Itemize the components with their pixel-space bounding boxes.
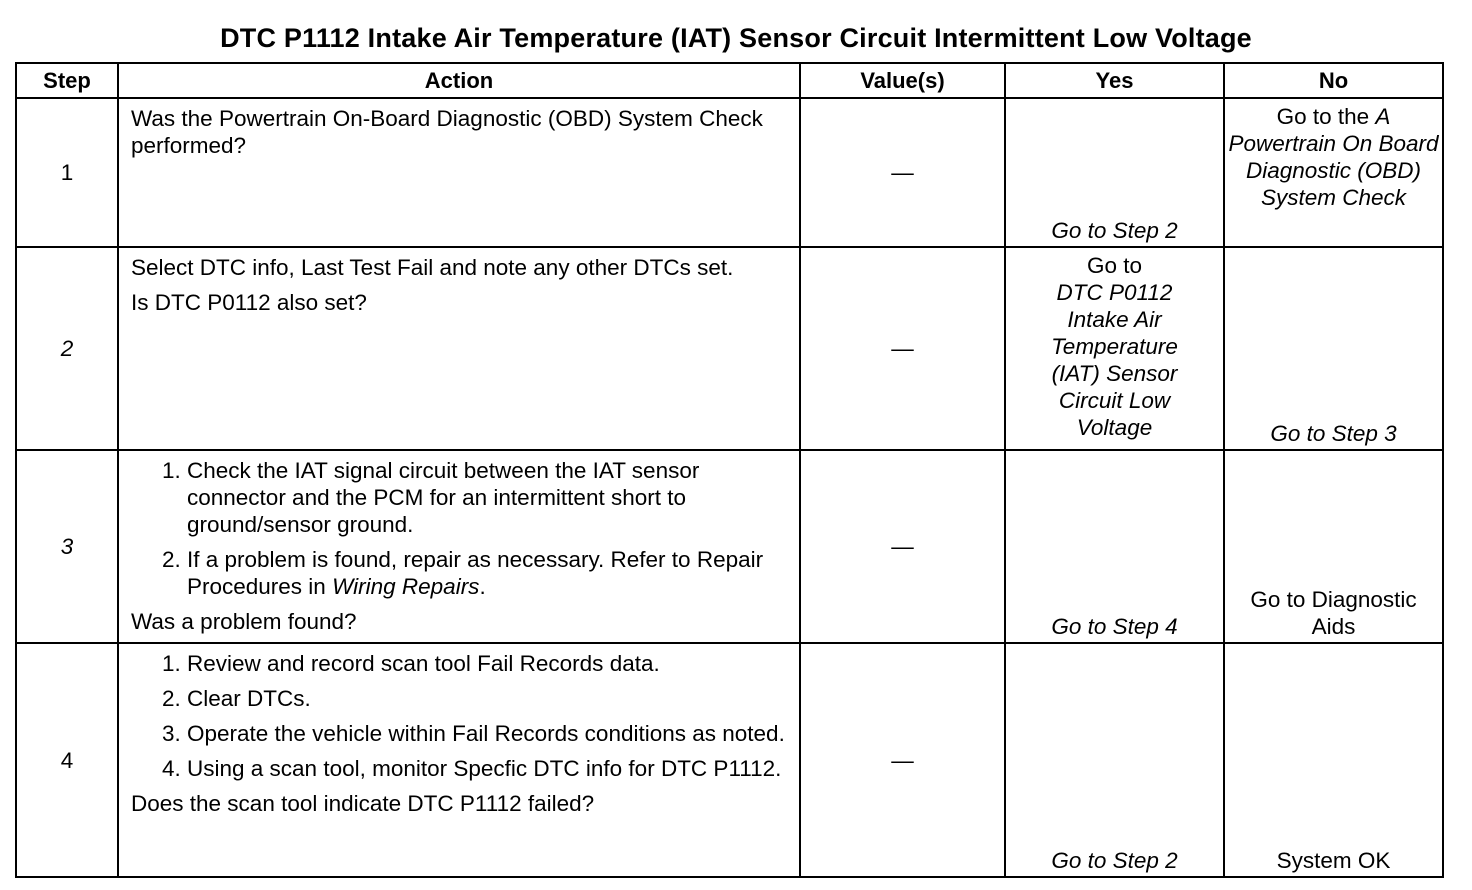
list-item: [187, 546, 787, 600]
list-item: 1. Check the IAT signal circuit between the IAT sensor connector and the PCM for an intermittent short to ground/sensor ground.: [187, 457, 787, 538]
action-cell: [118, 98, 800, 247]
yes-link[interactable]: Go to Step 2: [1051, 218, 1178, 243]
no-result: System OK: [1276, 848, 1391, 873]
list-item: 2. Clear DTCs.: [187, 685, 787, 712]
value-cell: —: [800, 643, 1005, 877]
yes-cell: [1005, 450, 1224, 643]
header-action: Action: [118, 63, 800, 98]
value-cell: —: [800, 247, 1005, 450]
no-link[interactable]: A Powertrain On Board Diagnostic (OBD) System Check: [1228, 104, 1439, 210]
item-suffix: .: [479, 574, 486, 599]
table-row: [16, 450, 1443, 643]
no-cell: [1224, 643, 1443, 877]
table-row: [16, 247, 1443, 450]
action-cell: [118, 247, 800, 450]
table-row: [16, 643, 1443, 877]
item-text: If a problem is found, repair as necessary. Refer to Repair Procedures in: [187, 547, 764, 599]
header-row: [16, 63, 1443, 98]
yes-link[interactable]: DTC P0112 Intake Air Temperature (IAT) Sensor Circuit Low Voltage: [1051, 280, 1178, 440]
header-values: Value(s): [800, 63, 1005, 98]
no-link[interactable]: Go to Diagnostic Aids: [1250, 587, 1417, 639]
no-cell: [1224, 450, 1443, 643]
value-cell: —: [800, 450, 1005, 643]
no-link[interactable]: Go to Step 3: [1270, 421, 1397, 446]
table-row: [16, 98, 1443, 247]
header-yes: Yes: [1005, 63, 1224, 98]
page-title: DTC P1112 Intake Air Temperature (IAT) Sensor Circuit Intermittent Low Voltage: [220, 23, 1252, 53]
diagnostic-table: [15, 62, 1444, 878]
yes-cell: [1005, 247, 1224, 450]
action-cell: [118, 643, 800, 877]
step-number: 4: [16, 643, 118, 877]
step-number: 3: [16, 450, 118, 643]
action-question: Is DTC P0112 also set?: [131, 290, 367, 315]
yes-link[interactable]: Go to Step 4: [1051, 614, 1178, 639]
yes-cell: [1005, 643, 1224, 877]
action-steps-list: [131, 457, 787, 600]
yes-prefix: Go to: [1086, 253, 1143, 278]
no-cell: [1224, 98, 1443, 247]
value-cell: —: [800, 98, 1005, 247]
step-number: 2: [16, 247, 118, 450]
action-steps-list: [131, 650, 787, 782]
yes-link[interactable]: Go to Step 2: [1051, 848, 1178, 873]
no-prefix: Go to the: [1276, 104, 1370, 129]
action-text: Was the Powertrain On-Board Diagnostic (OBD) System Check performed?: [131, 106, 763, 158]
no-cell: [1224, 247, 1443, 450]
action-question: Was a problem found?: [131, 609, 357, 634]
yes-cell: [1005, 98, 1224, 247]
action-text: Select DTC info, Last Test Fail and note any other DTCs set.: [131, 255, 734, 280]
wiring-repairs-link[interactable]: Wiring Repairs: [332, 574, 480, 599]
list-item: 1. Review and record scan tool Fail Records data.: [187, 650, 787, 677]
list-item: 4. Using a scan tool, monitor Specfic DTC info for DTC P1112.: [187, 755, 787, 782]
step-number: 1: [16, 98, 118, 247]
header-step: Step: [16, 63, 118, 98]
list-item: 3. Operate the vehicle within Fail Records conditions as noted.: [187, 720, 787, 747]
action-cell: [118, 450, 800, 643]
header-no: No: [1224, 63, 1443, 98]
action-question: Does the scan tool indicate DTC P1112 failed?: [131, 791, 595, 816]
